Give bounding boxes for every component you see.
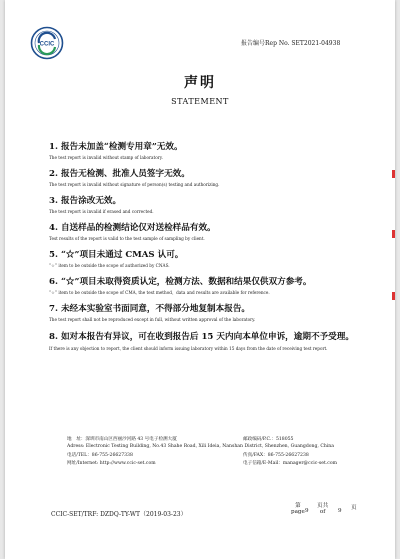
statement-en: “☆” item to be outside the scope of authorized by CNAS. — [49, 263, 170, 268]
end-label: 页 — [351, 505, 357, 511]
statement-cn: 4. 自送样品的检测结论仅对送检样品有效。 — [49, 223, 216, 233]
statement-en: The test report is invalid if erased and corrected. — [49, 209, 154, 214]
footer-email[interactable]: 电子信箱/E-Mail：manager@ccic-set.com — [243, 461, 337, 466]
footer-website[interactable]: 网址/Internet: http://www.ccic-set.com — [67, 461, 156, 466]
statement-cn: 1. 报告未加盖“检测专用章”无效。 — [49, 142, 183, 152]
statement-cn: 5. “☆”项目未通过 CMAS 认可。 — [49, 250, 184, 260]
page-subtitle: STATEMENT — [171, 97, 229, 106]
statement-item — [49, 303, 369, 323]
footer-fax: 传真/FAX：86-755-26627238 — [243, 453, 309, 458]
binding-mark — [392, 170, 395, 178]
total-number: 9 — [338, 508, 342, 514]
svg-text:CCIC: CCIC — [39, 41, 55, 48]
footer-address-row — [67, 436, 367, 442]
form-code: CCIC-SET/TRF: DZDQ-TY-WT（2019-03-23） — [51, 511, 187, 518]
report-number: 报告编号Rep No. SET2021-04938 — [241, 40, 341, 47]
statement-item — [49, 168, 369, 188]
page-label: 第 page — [291, 503, 305, 515]
statement-cn: 6. “☆”项目未取得资质认定，检测方法、数据和结果仅供双方参考。 — [49, 277, 312, 287]
statement-cn: 7. 未经本实验室书面同意，不得部分地复制本报告。 — [49, 304, 251, 314]
total-label: 页共 of — [317, 503, 329, 515]
statement-en: If there is any objection to report, the client should inform issuing laboratory within 15 days from the date of receiving test report. — [49, 346, 328, 351]
statement-cn: 8. 如对本报告有异议，可在收到报告后 15 天内向本单位申诉，逾期不予受理。 — [49, 332, 354, 342]
statement-item — [49, 276, 369, 296]
statement-cn: 3. 报告涂改无效。 — [49, 196, 122, 206]
footer-web-row — [67, 460, 367, 466]
footer-postcode: 邮政编码/P.C.：518055 — [243, 437, 294, 442]
ccic-logo-icon — [30, 26, 64, 60]
statement-cn: 2. 报告无检测、批准人员签字无效。 — [49, 169, 190, 179]
binding-mark — [392, 230, 395, 238]
page-number: 9 — [305, 508, 309, 514]
report-page — [5, 0, 395, 559]
footer-tel: 电话/TEL：86-755-26627338 — [67, 453, 133, 458]
footer-phone-row — [67, 452, 367, 458]
statement-item — [49, 141, 369, 161]
statement-en: The test report shall not be reproduced except in full, without written approval of the laboratory. — [49, 317, 256, 322]
statement-item — [49, 195, 369, 215]
statement-en: “☆” item to be outside the scope of CMA, the test method、data and results are available for reference. — [49, 290, 270, 295]
statement-item — [49, 249, 369, 269]
statement-en: The test report is invalid without stamp of laboratory. — [49, 155, 163, 160]
statement-en: The test report is invalid without signature of person(s) testing and authorizing. — [49, 182, 220, 187]
statement-item — [49, 222, 369, 242]
binding-mark — [392, 292, 395, 300]
statement-item — [49, 330, 369, 353]
statement-en: Test results of the report is valid to the test sample of sampling by client. — [49, 236, 205, 241]
footer-address-en: Adress: Electronic Testing Building, No.43 Shahe Road, Xili Ideia, Nanshan District, Shenzhen, Guangdong, China — [67, 444, 334, 449]
footer-address-en-row — [67, 444, 367, 449]
page-title: 声明 — [184, 75, 216, 91]
footer-address-cn: 地 址：深圳市南山区西丽沙河路 43 号电子检测大厦 — [67, 437, 177, 442]
